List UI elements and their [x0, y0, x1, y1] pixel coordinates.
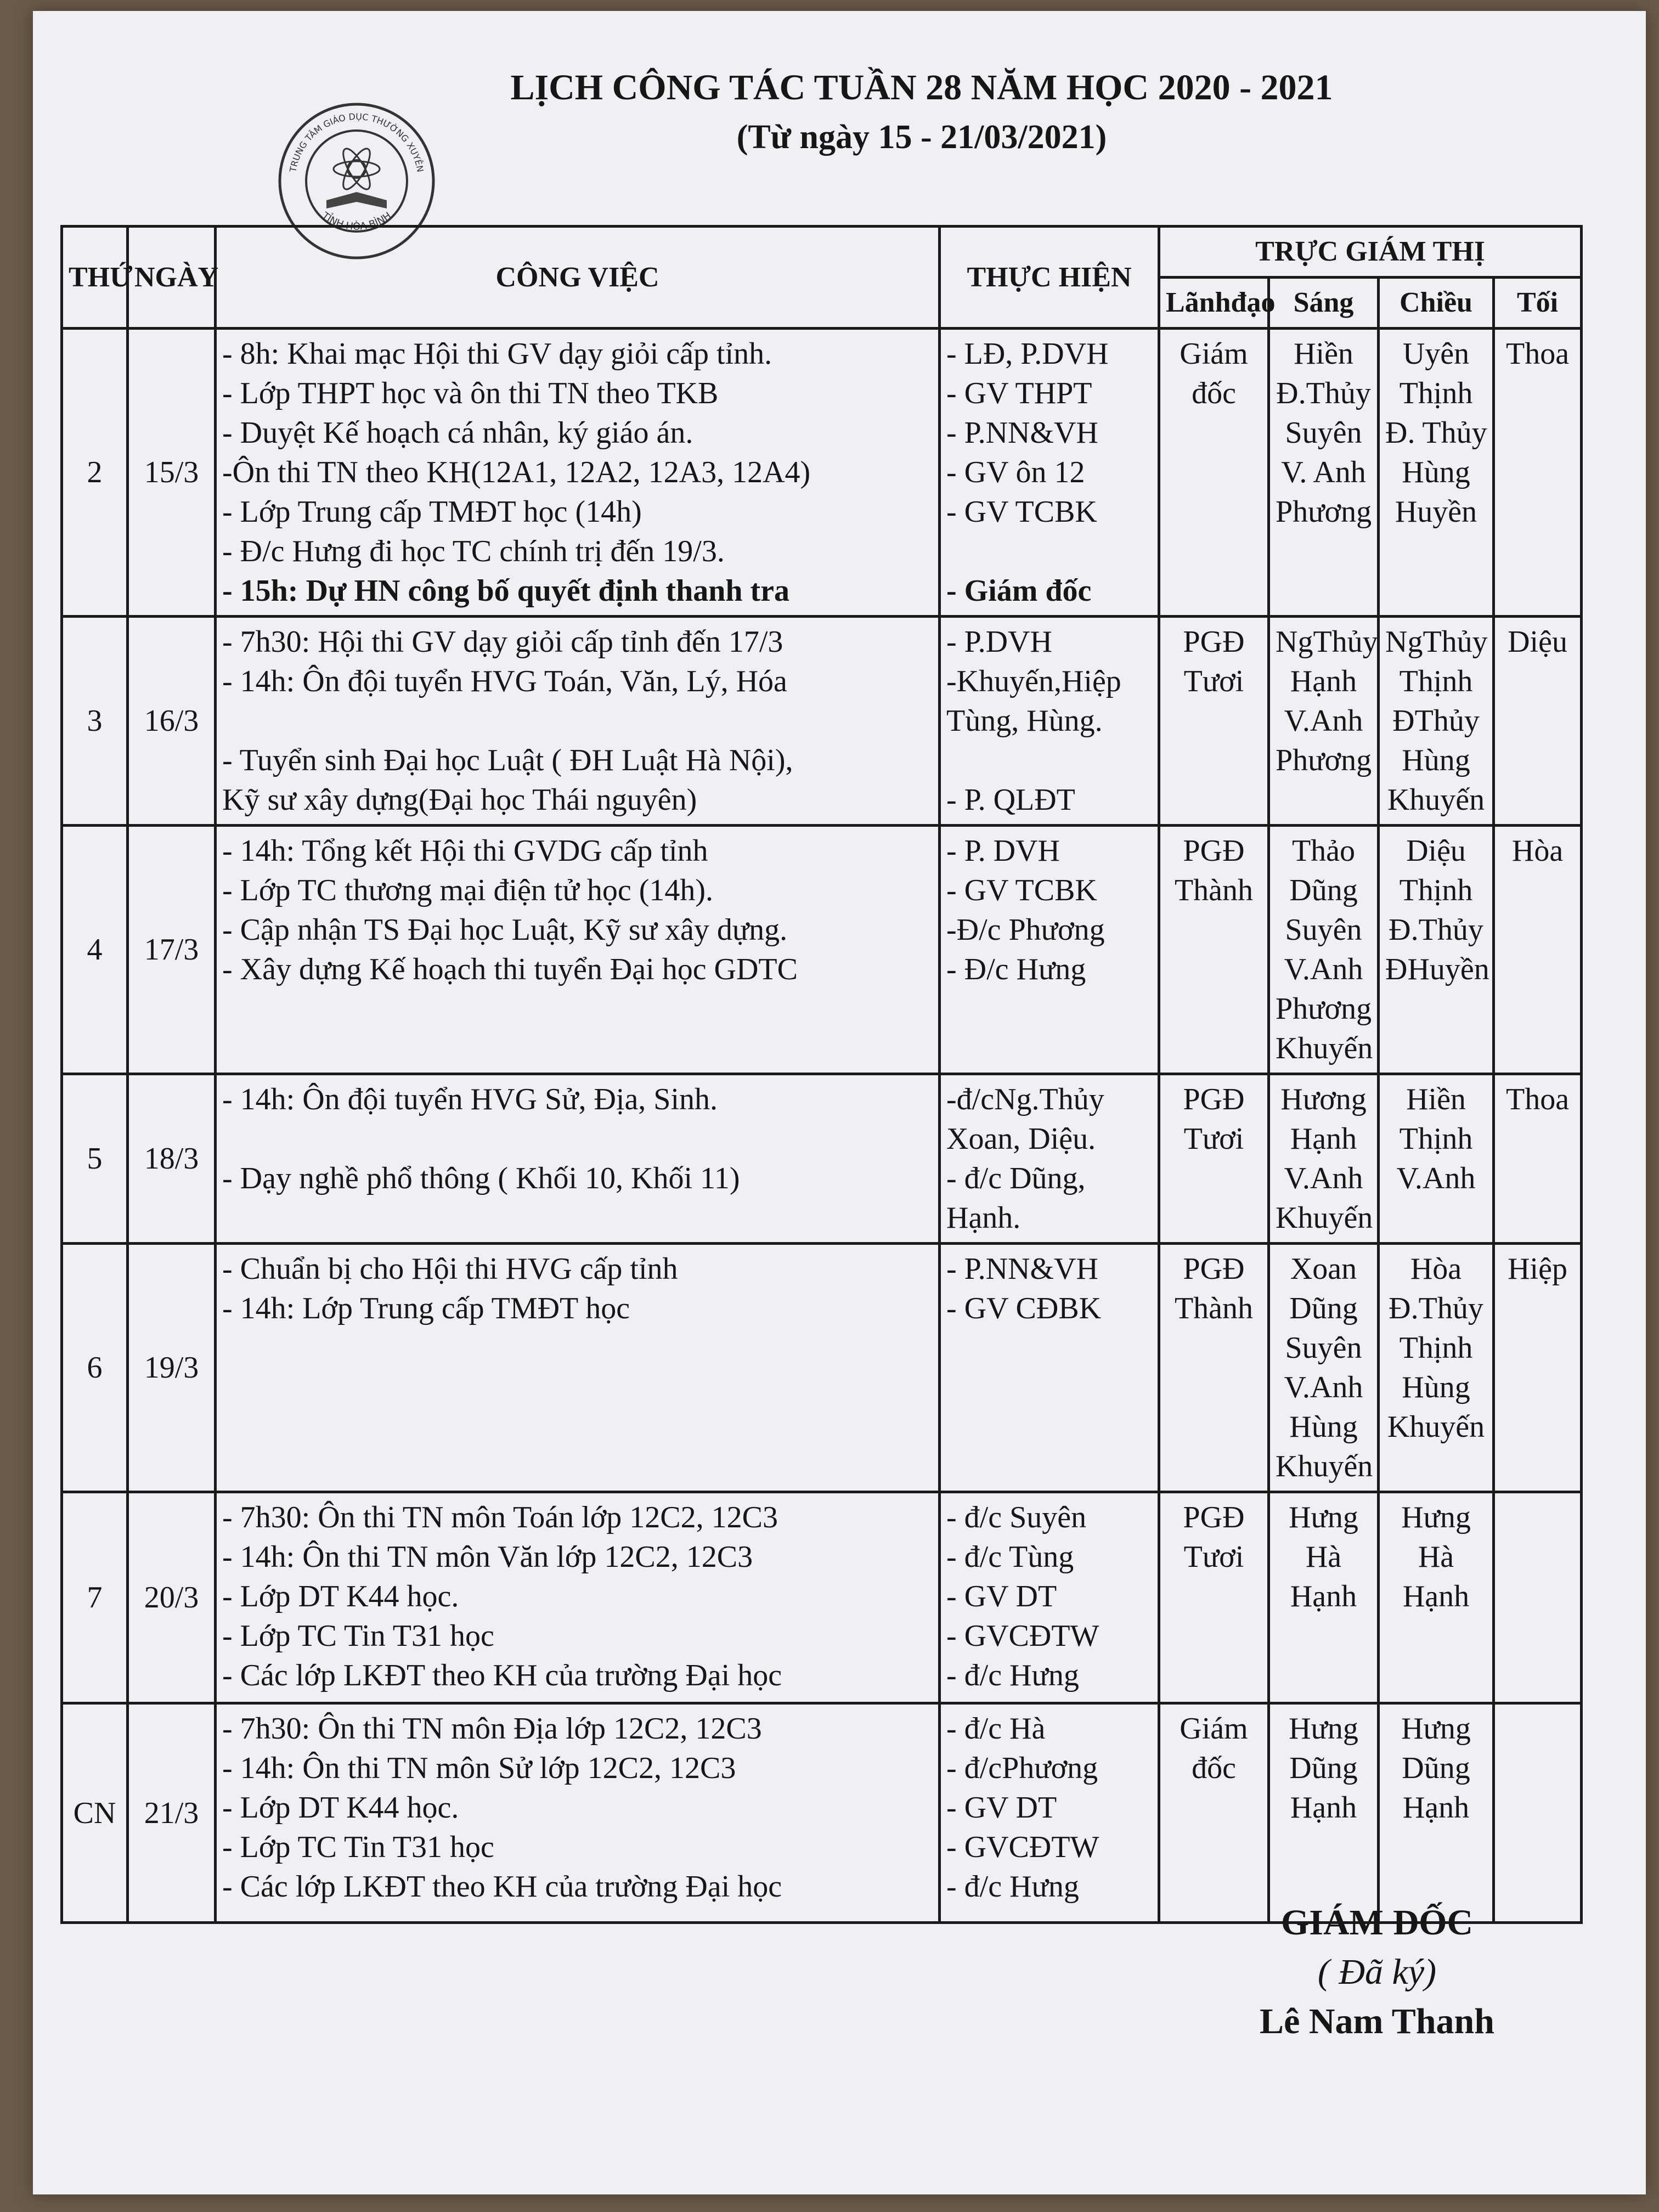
- task-line: -Ôn thi TN theo KH(12A1, 12A2, 12A3, 12A4): [222, 455, 811, 489]
- duty-name: Hạnh: [1402, 1579, 1470, 1613]
- cell-sang: [1269, 1492, 1379, 1703]
- duty-name: V.Anh: [1284, 1370, 1363, 1404]
- cell-sang: [1269, 826, 1379, 1074]
- cell-chieu: [1379, 1074, 1494, 1244]
- duty-name: đốc: [1192, 1751, 1236, 1785]
- duty-name: Phương: [1276, 495, 1372, 529]
- cell-cong-viec: [216, 1244, 940, 1492]
- cell-toi: [1494, 1703, 1582, 1923]
- duty-name: PGĐ: [1183, 1082, 1245, 1116]
- header-cong-viec: CÔNG VIỆC: [216, 227, 940, 329]
- duty-name: V.Anh: [1396, 1161, 1476, 1195]
- duty-name: Dũng: [1402, 1751, 1470, 1785]
- task-line: [222, 701, 933, 741]
- cell-thuc-hien: [940, 1074, 1159, 1244]
- duty-name: Thoa: [1505, 1082, 1570, 1116]
- assignee-line: -Đ/c Phương: [946, 913, 1105, 947]
- task-line: - Dạy nghề phổ thông ( Khối 10, Khối 11): [222, 1161, 740, 1195]
- duty-name: Phương: [1276, 992, 1372, 1026]
- cell-ngay: 18/3: [128, 1074, 216, 1244]
- duty-name: Suyên: [1285, 416, 1362, 450]
- duty-name: Hà: [1418, 1540, 1454, 1574]
- duty-name: Hà: [1305, 1540, 1342, 1574]
- duty-name: Tươi: [1183, 1540, 1244, 1574]
- task-line: - 14h: Ôn đội tuyển HVG Sử, Địa, Sinh.: [222, 1082, 718, 1116]
- cell-toi: [1494, 1244, 1582, 1492]
- task-line: - 7h30: Hội thi GV dạy giỏi cấp tỉnh đến 17/3: [222, 625, 783, 659]
- cell-cong-viec: [216, 329, 940, 617]
- assignee-line: - GV CĐBK: [946, 1291, 1102, 1325]
- duty-name: Hiệp: [1508, 1252, 1567, 1286]
- duty-name: Tươi: [1183, 1122, 1244, 1156]
- cell-chieu: [1379, 826, 1494, 1074]
- cell-ngay: 15/3: [128, 329, 216, 617]
- cell-toi: [1494, 617, 1582, 826]
- duty-name: Đ.Thủy: [1389, 913, 1483, 947]
- duty-name: Tươi: [1183, 664, 1244, 698]
- cell-cong-viec: [216, 1703, 940, 1923]
- duty-name: Hiền: [1406, 1082, 1466, 1116]
- cell-chieu: [1379, 617, 1494, 826]
- table-row: [62, 826, 1582, 1074]
- header-toi: Tối: [1494, 278, 1582, 329]
- duty-name: PGĐ: [1183, 1500, 1245, 1534]
- duty-name: ĐThủy: [1392, 704, 1480, 738]
- duty-name: Hạnh: [1290, 1122, 1357, 1156]
- duty-name: Hòa: [1410, 1252, 1462, 1286]
- assignee-line: - đ/c Hà: [946, 1712, 1046, 1746]
- duty-name: Thịnh: [1399, 664, 1473, 698]
- duty-name: Thảo: [1291, 834, 1356, 868]
- cell-lanh-dao: [1159, 1074, 1269, 1244]
- assignee-line: -Khuyến,Hiệp: [946, 664, 1121, 698]
- assignee-line: - P.DVH: [946, 625, 1052, 659]
- header-truc-giam-thi: TRỰC GIÁM THỊ: [1159, 227, 1582, 278]
- cell-thu: CN: [62, 1703, 128, 1923]
- cell-chieu: [1379, 1244, 1494, 1492]
- title-date-range: (Từ ngày 15 - 21/03/2021): [736, 119, 1107, 156]
- cell-lanh-dao: [1159, 1703, 1269, 1923]
- schedule-table: [60, 225, 1583, 1924]
- assignee-line: Xoan, Diệu.: [946, 1122, 1096, 1156]
- cell-ngay: 21/3: [128, 1703, 216, 1923]
- cell-cong-viec: [216, 1492, 940, 1703]
- task-line: - 15h: Dự HN công bố quyết định thanh tra: [222, 574, 790, 608]
- assignee-line: - đ/c Hưng: [946, 1658, 1079, 1692]
- duty-name: Huyền: [1395, 495, 1477, 529]
- duty-name: Hùng: [1402, 1370, 1470, 1404]
- header-thu: THỨ: [62, 227, 128, 329]
- duty-name: Suyên: [1285, 1331, 1362, 1365]
- cell-thuc-hien: [940, 1244, 1159, 1492]
- duty-name: Hòa: [1511, 834, 1564, 868]
- cell-lanh-dao: [1159, 329, 1269, 617]
- assignee-line: - đ/c Dũng,: [946, 1161, 1086, 1195]
- task-line: - 7h30: Ôn thi TN môn Địa lớp 12C2, 12C3: [222, 1712, 762, 1746]
- cell-sang: [1269, 1703, 1379, 1923]
- header-ngay: NGÀY: [128, 227, 216, 329]
- task-line: - Lớp TC thương mại điện tử học (14h).: [222, 873, 713, 907]
- task-line: - Lớp TC Tin T31 học: [222, 1830, 494, 1864]
- cell-chieu: [1379, 329, 1494, 617]
- cell-chieu: [1379, 1703, 1494, 1923]
- cell-ngay: 16/3: [128, 617, 216, 826]
- cell-ngay: 20/3: [128, 1492, 216, 1703]
- cell-thu: 5: [62, 1074, 128, 1244]
- duty-name: Xoan: [1290, 1252, 1357, 1286]
- cell-thuc-hien: [940, 617, 1159, 826]
- duty-name: Hùng: [1402, 743, 1470, 777]
- cell-cong-viec: [216, 826, 940, 1074]
- duty-name: Thành: [1174, 873, 1254, 907]
- duty-name: V. Anh: [1281, 455, 1366, 489]
- duty-name: PGĐ: [1183, 1252, 1245, 1286]
- cell-lanh-dao: [1159, 826, 1269, 1074]
- task-line: Kỹ sư xây dựng(Đại học Thái nguyên): [222, 783, 697, 817]
- header-chieu: Chiều: [1379, 278, 1494, 329]
- duty-name: Giám: [1180, 337, 1248, 371]
- duty-name: Thịnh: [1399, 1331, 1473, 1365]
- duty-name: Đ. Thủy: [1385, 416, 1487, 450]
- duty-name: Hưng: [1401, 1500, 1471, 1534]
- duty-name: V.Anh: [1284, 1161, 1363, 1195]
- duty-name: Thịnh: [1399, 376, 1473, 410]
- cell-lanh-dao: [1159, 617, 1269, 826]
- assignee-line: -đ/cNg.Thủy: [946, 1082, 1104, 1116]
- duty-name: ĐHuyền: [1385, 952, 1489, 986]
- task-line: - Lớp DT K44 học.: [222, 1791, 459, 1825]
- task-line: - Cập nhận TS Đại học Luật, Kỹ sư xây dựng.: [222, 913, 788, 947]
- task-line: [222, 1119, 933, 1159]
- duty-name: Uyên: [1402, 337, 1470, 371]
- header-lanh-dao: Lãnhđạo: [1159, 278, 1269, 329]
- duty-name: Diệu: [1508, 625, 1567, 659]
- task-line: - Lớp DT K44 học.: [222, 1579, 459, 1613]
- header-thuc-hien: THỰC HIỆN: [940, 227, 1159, 329]
- table-row: [62, 1492, 1582, 1703]
- assignee-line: - P.NN&VH: [946, 1252, 1098, 1286]
- assignee-line: - GVCĐTW: [946, 1619, 1099, 1653]
- cell-ngay: 19/3: [128, 1244, 216, 1492]
- assignee-line: - Đ/c Hưng: [946, 952, 1086, 986]
- assignee-line: - đ/c Suyên: [946, 1500, 1087, 1534]
- assignee-line: Hạnh.: [946, 1201, 1021, 1235]
- cell-sang: [1269, 1074, 1379, 1244]
- duty-name: Thoa: [1505, 337, 1570, 371]
- duty-name: Hưng: [1401, 1712, 1471, 1746]
- duty-name: Suyên: [1285, 913, 1362, 947]
- signer-name: Lê Nam Thanh: [1260, 2001, 1494, 2041]
- assignee-line: [946, 741, 1152, 780]
- duty-name: Khuyến: [1276, 1031, 1373, 1065]
- duty-name: Hiền: [1294, 337, 1353, 371]
- duty-name: Khuyến: [1276, 1201, 1373, 1235]
- cell-sang: [1269, 617, 1379, 826]
- duty-name: Khuyến: [1387, 1410, 1485, 1444]
- cell-thuc-hien: [940, 1492, 1159, 1703]
- assignee-line: - GV DT: [946, 1579, 1057, 1613]
- cell-thuc-hien: [940, 1703, 1159, 1923]
- task-line: - 14h: Ôn đội tuyển HVG Toán, Văn, Lý, Hóa: [222, 664, 787, 698]
- task-line: - Xây dựng Kế hoạch thi tuyển Đại học GDTC: [222, 952, 798, 986]
- duty-name: Hưng: [1289, 1500, 1358, 1534]
- cell-thu: 3: [62, 617, 128, 826]
- assignee-line: - đ/c Tùng: [946, 1540, 1074, 1574]
- table-row: [62, 329, 1582, 617]
- duty-name: NgThủy: [1385, 625, 1488, 659]
- task-line: - Các lớp LKĐT theo KH của trường Đại học: [222, 1870, 782, 1904]
- paper-sheet: [33, 11, 1646, 2194]
- task-line: - 8h: Khai mạc Hội thi GV dạy giỏi cấp tỉnh.: [222, 337, 772, 371]
- duty-name: Giám: [1180, 1712, 1248, 1746]
- assignee-line: - LĐ, P.DVH: [946, 337, 1109, 371]
- duty-name: Dũng: [1289, 1751, 1358, 1785]
- title-main: LỊCH CÔNG TÁC TUẦN 28 NĂM HỌC 2020 - 2021: [510, 67, 1333, 108]
- assignee-line: - GV DT: [946, 1791, 1057, 1825]
- cell-cong-viec: [216, 1074, 940, 1244]
- table-row: [62, 617, 1582, 826]
- assignee-line: - P.NN&VH: [946, 416, 1098, 450]
- duty-name: Khuyến: [1387, 783, 1485, 817]
- cell-thuc-hien: [940, 329, 1159, 617]
- duty-name: Thịnh: [1399, 1122, 1473, 1156]
- duty-name: Dũng: [1289, 873, 1358, 907]
- task-line: - 14h: Ôn thi TN môn Sử lớp 12C2, 12C3: [222, 1751, 736, 1785]
- signed-note: ( Đã ký): [1317, 1952, 1437, 1992]
- cell-lanh-dao: [1159, 1244, 1269, 1492]
- cell-thu: 7: [62, 1492, 128, 1703]
- schedule-body: [62, 329, 1582, 1923]
- cell-thu: 2: [62, 329, 128, 617]
- duty-name: PGĐ: [1183, 625, 1245, 659]
- duty-name: Hạnh: [1402, 1791, 1470, 1825]
- duty-name: Hạnh: [1290, 1791, 1357, 1825]
- duty-name: Dũng: [1289, 1291, 1358, 1325]
- signature-block: [1207, 1898, 1547, 2046]
- table-row: [62, 1244, 1582, 1492]
- assignee-line: - đ/cPhương: [946, 1751, 1098, 1785]
- duty-name: Đ.Thủy: [1389, 1291, 1483, 1325]
- cell-toi: [1494, 1492, 1582, 1703]
- assignee-line: - GV THPT: [946, 376, 1092, 410]
- duty-name: Hùng: [1289, 1410, 1358, 1444]
- duty-name: đốc: [1192, 376, 1236, 410]
- cell-sang: [1269, 329, 1379, 617]
- task-line: - Đ/c Hưng đi học TC chính trị đến 19/3.: [222, 534, 725, 568]
- cell-thuc-hien: [940, 826, 1159, 1074]
- duty-name: V.Anh: [1284, 952, 1363, 986]
- assignee-line: - P. DVH: [946, 834, 1060, 868]
- cell-toi: [1494, 826, 1582, 1074]
- assignee-line: - P. QLĐT: [946, 783, 1075, 817]
- cell-toi: [1494, 1074, 1582, 1244]
- assignee-line: - GV ôn 12: [946, 455, 1085, 489]
- logo-text-top: TRUNG TÂM GIÁO DỤC THƯỜNG XUYÊN: [287, 111, 426, 173]
- duty-name: NgThủy: [1276, 625, 1378, 659]
- task-line: - Lớp THPT học và ôn thi TN theo TKB: [222, 376, 719, 410]
- task-line: - Các lớp LKĐT theo KH của trường Đại học: [222, 1658, 782, 1692]
- duty-name: Khuyến: [1276, 1449, 1373, 1483]
- duty-name: Hưng: [1289, 1712, 1358, 1746]
- assignee-line: [946, 532, 1152, 571]
- task-line: - 7h30: Ôn thi TN môn Toán lớp 12C2, 12C3: [222, 1500, 778, 1534]
- task-line: - Tuyển sinh Đại học Luật ( ĐH Luật Hà Nội),: [222, 743, 793, 777]
- duty-name: PGĐ: [1183, 834, 1245, 868]
- assignee-line: - GVCĐTW: [946, 1830, 1099, 1864]
- duty-name: Thành: [1174, 1291, 1254, 1325]
- duty-name: Hùng: [1402, 455, 1470, 489]
- cell-ngay: 17/3: [128, 826, 216, 1074]
- logo-text-bottom: TỈNH HÒA BÌNH: [319, 210, 394, 233]
- duty-name: V.Anh: [1284, 704, 1363, 738]
- cell-lanh-dao: [1159, 1492, 1269, 1703]
- assignee-line: - đ/c Hưng: [946, 1870, 1079, 1904]
- table-row: [62, 1074, 1582, 1244]
- document-title: [428, 63, 1415, 162]
- cell-chieu: [1379, 1492, 1494, 1703]
- table-row: [62, 1703, 1582, 1923]
- task-line: - 14h: Tổng kết Hội thi GVDG cấp tỉnh: [222, 834, 708, 868]
- task-line: - 14h: Lớp Trung cấp TMĐT học: [222, 1291, 630, 1325]
- cell-thu: 6: [62, 1244, 128, 1492]
- duty-name: Phương: [1276, 743, 1372, 777]
- task-line: - Lớp Trung cấp TMĐT học (14h): [222, 495, 642, 529]
- duty-name: Đ.Thủy: [1276, 376, 1371, 410]
- cell-toi: [1494, 329, 1582, 617]
- assignee-line: - GV TCBK: [946, 495, 1097, 529]
- cell-sang: [1269, 1244, 1379, 1492]
- duty-name: Diệu: [1406, 834, 1466, 868]
- assignee-line: - GV TCBK: [946, 873, 1097, 907]
- cell-cong-viec: [216, 617, 940, 826]
- task-line: - 14h: Ôn thi TN môn Văn lớp 12C2, 12C3: [222, 1540, 753, 1574]
- assignee-line: Tùng, Hùng.: [946, 704, 1103, 738]
- task-line: - Lớp TC Tin T31 học: [222, 1619, 494, 1653]
- duty-name: Hạnh: [1290, 1579, 1357, 1613]
- duty-name: Hạnh: [1290, 664, 1357, 698]
- header-sang: Sáng: [1269, 278, 1379, 329]
- task-line: - Chuẩn bị cho Hội thi HVG cấp tỉnh: [222, 1252, 678, 1286]
- signer-position: GIÁM ĐỐC: [1280, 1903, 1474, 1943]
- duty-name: Hương: [1280, 1082, 1367, 1116]
- assignee-line: - Giám đốc: [946, 574, 1092, 608]
- cell-thu: 4: [62, 826, 128, 1074]
- duty-name: Thịnh: [1399, 873, 1473, 907]
- task-line: - Duyệt Kế hoạch cá nhân, ký giáo án.: [222, 416, 693, 450]
